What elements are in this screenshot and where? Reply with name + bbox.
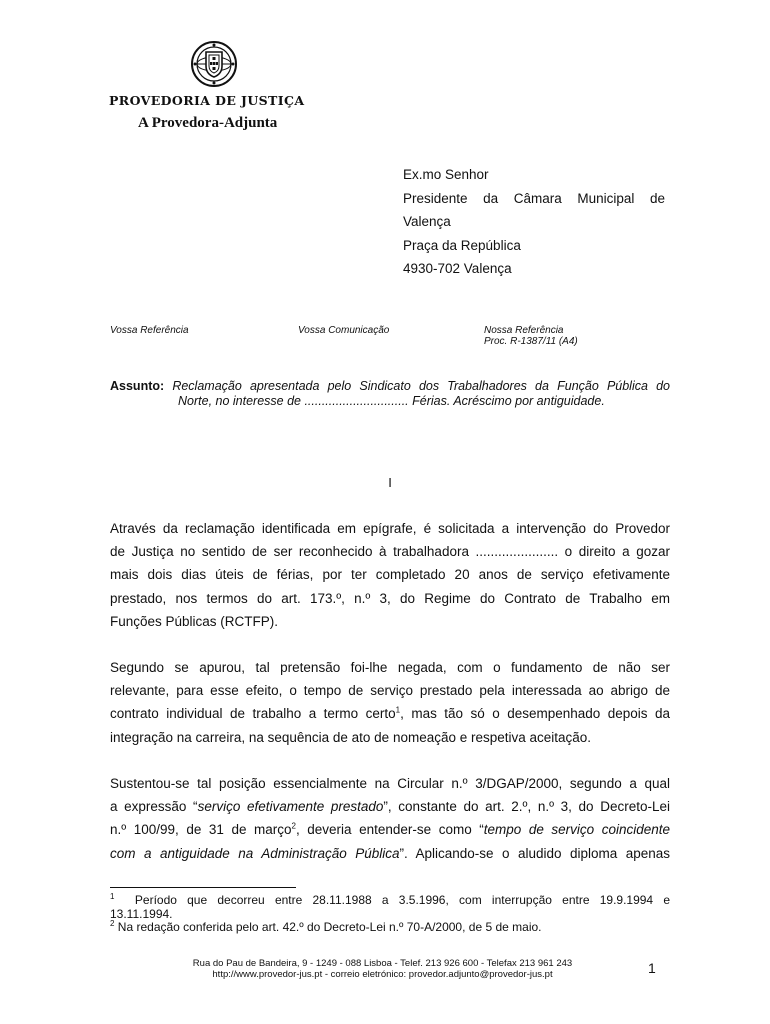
footnote-text: Na redação conferida pelo art. 42.º do Decreto-Lei n.º 70-A/2000, de 5 de maio. (117, 920, 542, 934)
footer-contacts[interactable]: http://www.provedor-jus.pt - correio eletrónico: provedor.adjunto@provedor-jus.pt (212, 969, 553, 980)
paragraph-text: , mas tão só o desempenhado depois da (400, 706, 671, 722)
footnote-2 (110, 921, 670, 935)
section-number: I (388, 475, 392, 490)
page-footer (150, 958, 615, 980)
subject-label: Assunto: (110, 379, 165, 393)
paragraph-line (110, 702, 670, 725)
paragraph-line (110, 842, 670, 865)
paragraph-text: ”, constante do art. 2.º, n.º 3, do Decreto-Lei (383, 799, 670, 815)
organization-name: PROVEDORIA DE JUSTIÇA (109, 93, 305, 108)
coat-of-arms-seal-icon (190, 40, 238, 88)
footnote-text: Período que decorreu entre 28.11.1988 a 3.5.1996, com interrupção entre 19.9.1994 e (134, 893, 670, 907)
footer-address: Rua do Pau de Bandeira, 9 - 1249 - 088 Lisboa - Telef. 213 926 600 - Telefax 213 961 243 (192, 958, 573, 969)
paragraph-text: n.º 100/99, de 31 de março (110, 822, 292, 838)
paragraph-line (110, 818, 670, 841)
vossa-referencia-label: Vossa Referência (110, 325, 189, 336)
addressee-line: Presidente da Câmara Municipal de (403, 190, 665, 206)
footnote-number: 1 (110, 892, 115, 901)
paragraph-text: , deveria entender-se como “ (295, 822, 484, 838)
nossa-referencia-label: Nossa Referência (484, 325, 564, 336)
organization-subtitle: A Provedora-Adjunta (138, 115, 278, 131)
italic-quote: serviço efetivamente prestado (197, 799, 384, 815)
paragraph-line: prestado, nos termos do art. 173.º, n.º 3, do Regime do Contrato de Trabalho em (110, 590, 670, 606)
paragraph-line: integração na carreira, na sequência de ato de nomeação e respetiva aceitação. (110, 729, 592, 745)
addressee-line: Ex.mo Senhor (403, 167, 489, 182)
subject-text-line-2: Norte, no interesse de .............................. Férias. Acréscimo por antiguidade. (178, 394, 605, 408)
paragraph-line: Através da reclamação identificada em epígrafe, é solicitada a intervenção do Provedor (110, 521, 670, 536)
paragraph-line: mais dois dias úteis de férias, por ter completado 20 anos de serviço efetivamente (110, 567, 670, 583)
footnote-separator (110, 887, 296, 888)
paragraph-line: Sustentou-se tal posição essencialmente na Circular n.º 3/DGAP/2000, segundo a qual (110, 776, 670, 791)
page-number: 1 (648, 960, 656, 976)
vossa-comunicacao-label: Vossa Comunicação (298, 325, 390, 336)
italic-quote: com a antiguidade na Administração Pública (110, 845, 400, 861)
addressee-line: 4930-702 Valença (403, 261, 512, 276)
paragraph-line: relevante, para esse efeito, o tempo de serviço prestado pela interessada ao abrigo de (110, 683, 670, 699)
footnote-1 (110, 894, 670, 908)
paragraph-line: Segundo se apurou, tal pretensão foi-lhe negada, com o fundamento de não ser (110, 660, 670, 675)
footnote-ref-1[interactable]: 1 (395, 705, 401, 715)
paragraph-1 (110, 517, 670, 633)
process-reference: Proc. R-1387/11 (A4) (484, 336, 578, 347)
paragraph-line (110, 795, 670, 818)
addressee-line: Praça da República (403, 237, 521, 253)
paragraph-2 (110, 656, 670, 749)
nossa-referencia-block (484, 325, 578, 347)
addressee-block (403, 163, 665, 281)
footnote-1-continuation: 13.11.1994. (110, 906, 173, 921)
addressee-line: Valença (403, 214, 451, 229)
subject-text-line-1: Reclamação apresentada pelo Sindicato dos Trabalhadores da Função Pública do (172, 379, 670, 393)
paragraph-text: a expressão “ (110, 799, 198, 815)
italic-quote: tempo de serviço coincidente (483, 822, 670, 838)
paragraph-line: Funções Públicas (RCTFP). (110, 613, 279, 629)
paragraph-text: ”. Aplicando-se o aludido diploma apenas (399, 845, 670, 861)
paragraph-text: contrato individual de trabalho a termo certo (110, 706, 396, 722)
footnote-number: 2 (110, 919, 115, 928)
subject-block (110, 379, 670, 409)
footnote-ref-2[interactable]: 2 (291, 821, 296, 831)
footnotes-block (110, 894, 670, 935)
paragraph-3 (110, 772, 670, 865)
paragraph-line: de Justiça no sentido de ser reconhecido à trabalhadora ...................... o direito a gozar (110, 544, 670, 560)
